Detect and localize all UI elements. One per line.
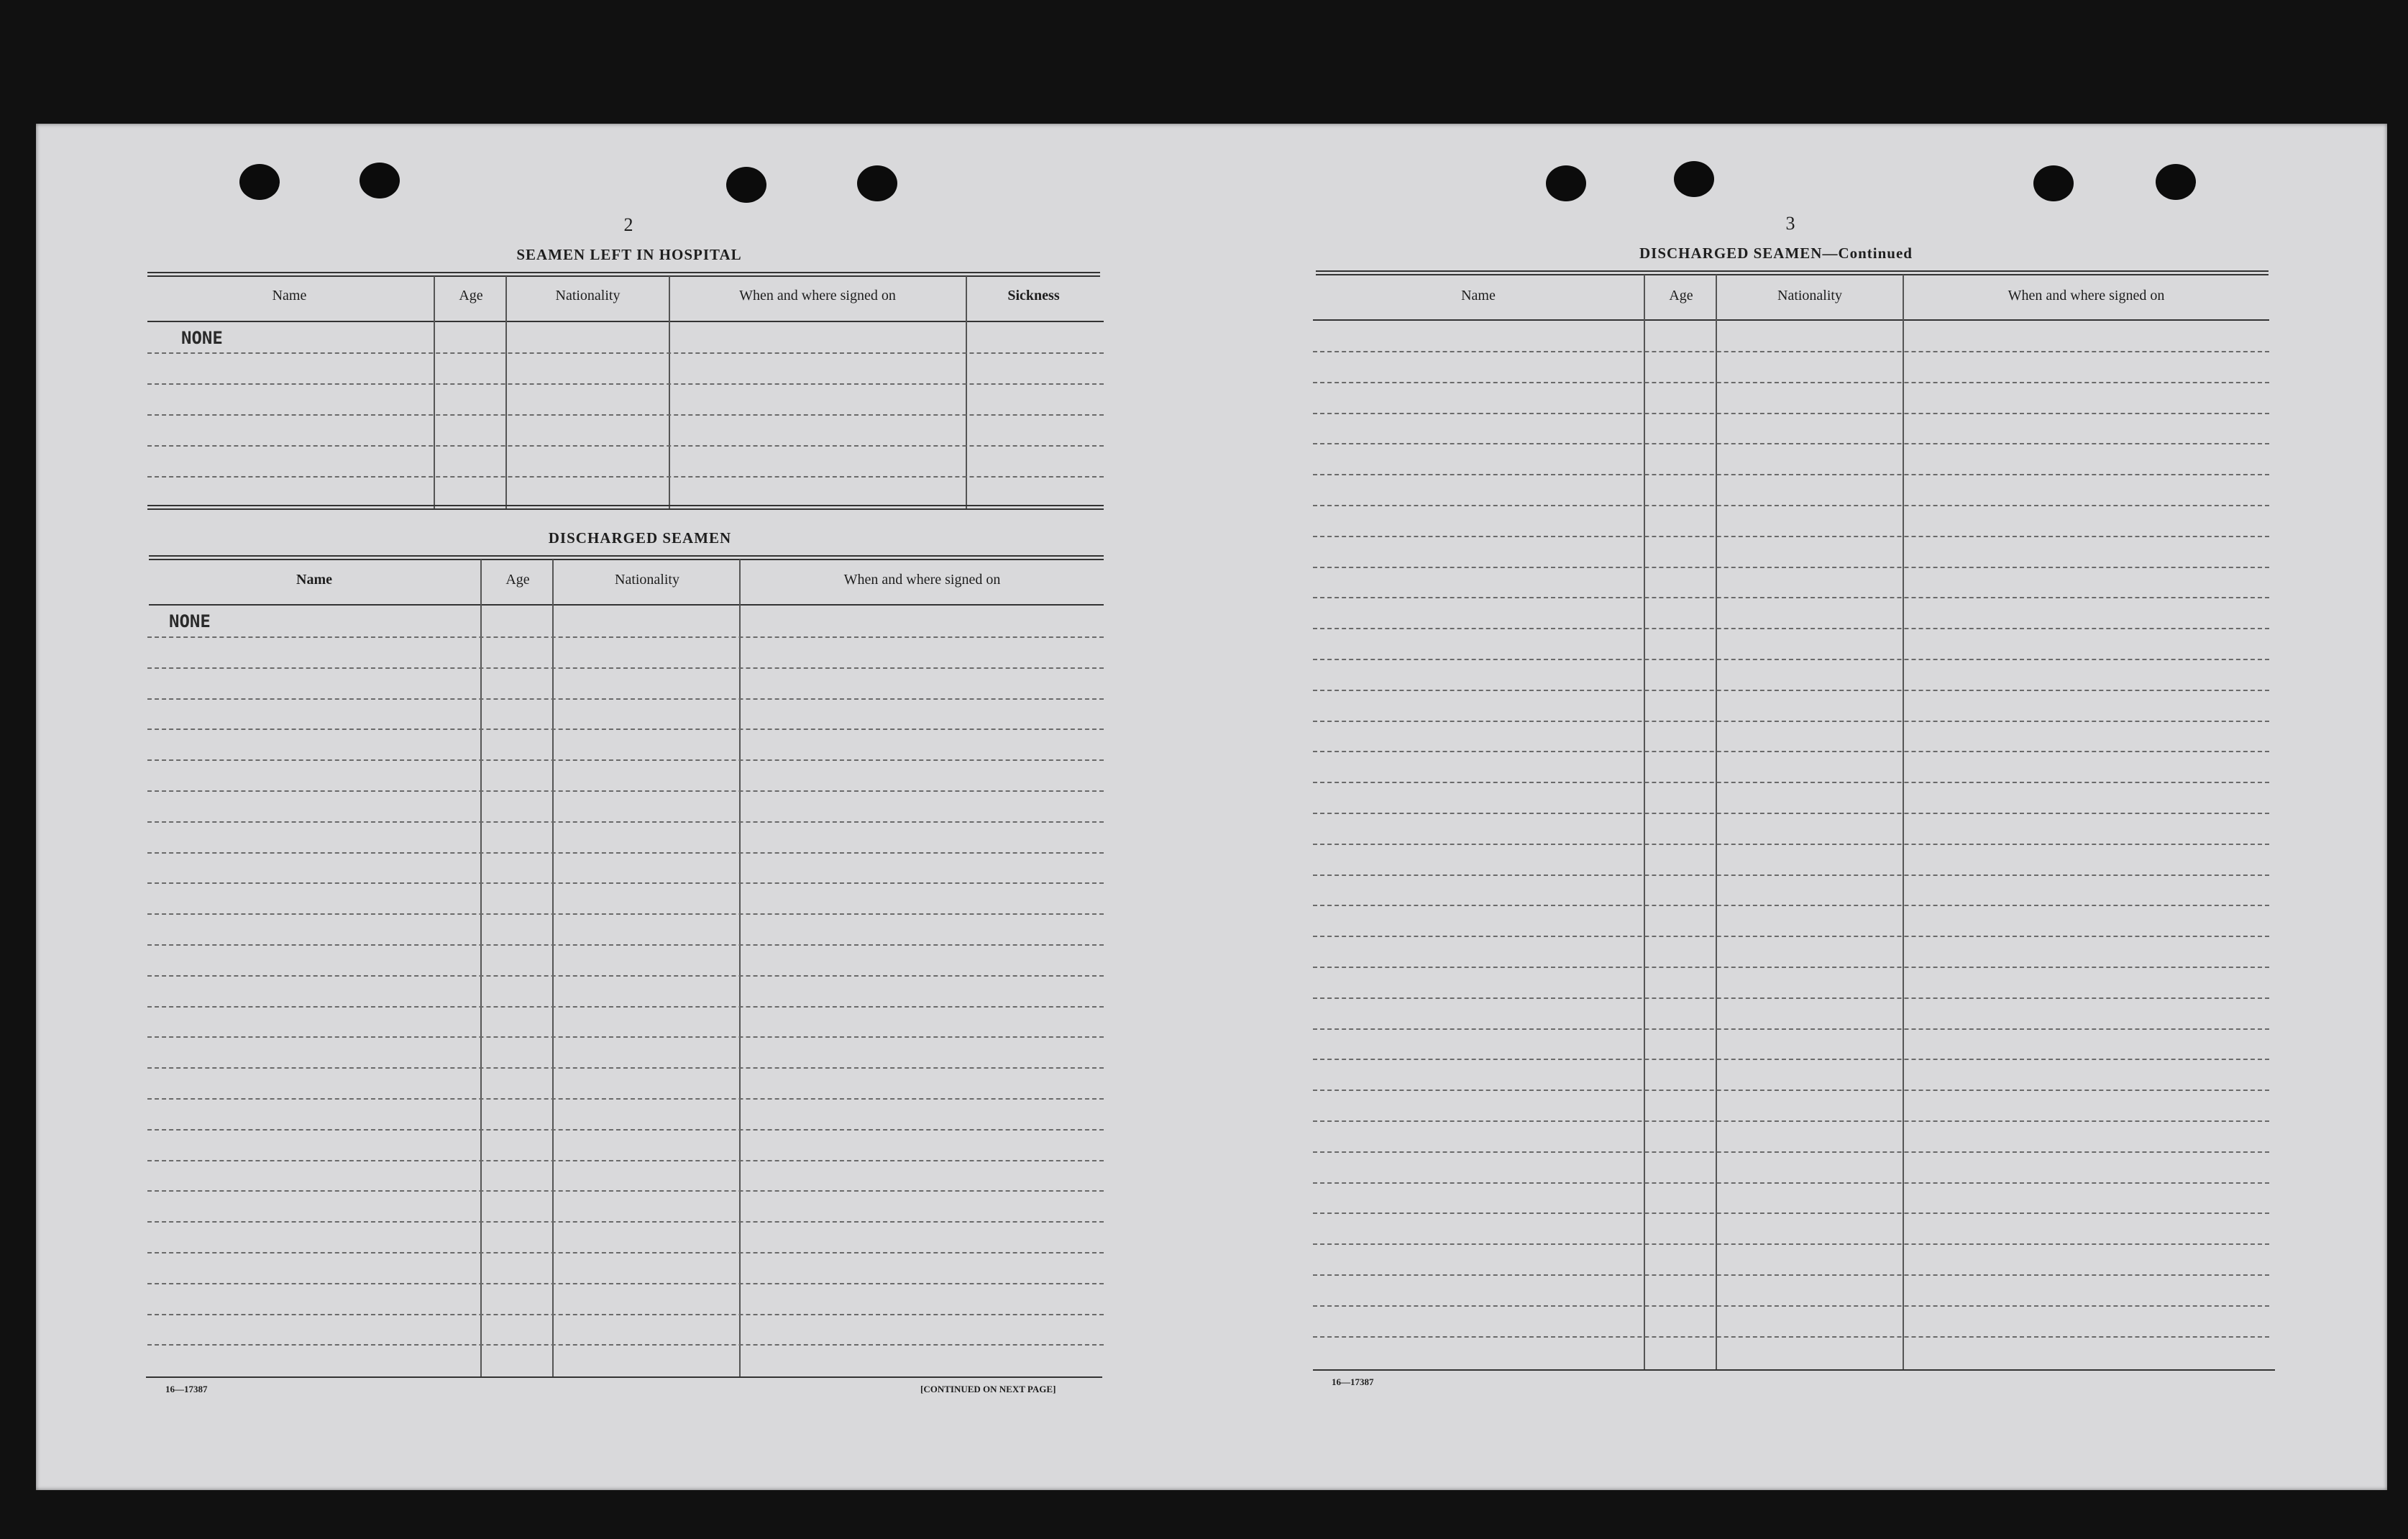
discharged-header-rule: [149, 604, 1104, 606]
discharged-row-line: [147, 1006, 1104, 1008]
right-row-line: [1313, 536, 2269, 537]
right-row-line: [1313, 382, 2269, 383]
discharged-row-line: [147, 852, 1104, 854]
discharged-row-line: [147, 913, 1104, 915]
discharged-row-line: [147, 1036, 1104, 1038]
right-row-line: [1313, 1274, 2269, 1276]
right-row-line: [1313, 844, 2269, 845]
right-col-nationality: Nationality: [1777, 288, 1842, 303]
discharged-col-name: Name: [296, 572, 332, 588]
right-top-rule: [1316, 270, 2269, 275]
hospital-col-divider: [966, 276, 967, 508]
right-col-name: Name: [1461, 288, 1496, 303]
discharged-row-line: [147, 1252, 1104, 1253]
discharged-entry-none: NONE: [169, 611, 211, 631]
discharged-row-line: [147, 1190, 1104, 1192]
punch-hole: [1674, 161, 1714, 197]
right-row-line: [1313, 1213, 2269, 1214]
discharged-row-line: [147, 975, 1104, 977]
right-row-line: [1313, 1151, 2269, 1153]
discharged-section-title: DISCHARGED SEAMEN: [548, 529, 732, 547]
discharged-row-line: [147, 1067, 1104, 1069]
discharged-row-line: [147, 944, 1104, 946]
right-row-line: [1313, 505, 2269, 506]
right-row-line: [1313, 351, 2269, 352]
right-row-line: [1313, 905, 2269, 906]
right-row-line: [1313, 1182, 2269, 1184]
discharged-continued-title: DISCHARGED SEAMEN—Continued: [1639, 245, 1913, 262]
right-row-line: [1313, 936, 2269, 937]
right-col-divider: [1644, 275, 1645, 1371]
right-row-line: [1313, 474, 2269, 475]
discharged-row-line: [147, 1129, 1104, 1131]
right-row-line: [1313, 1028, 2269, 1030]
right-row-line: [1313, 721, 2269, 722]
right-row-line: [1313, 1059, 2269, 1060]
discharged-top-rule: [149, 555, 1104, 560]
hospital-row-line: [147, 352, 1104, 354]
right-row-line: [1313, 597, 2269, 598]
discharged-bottom-rule: [146, 1376, 1102, 1378]
discharged-row-line: [147, 698, 1104, 700]
continued-note: [CONTINUED ON NEXT PAGE]: [920, 1384, 1056, 1394]
discharged-row-line: [147, 1098, 1104, 1100]
right-row-line: [1313, 443, 2269, 444]
right-bottom-rule: [1313, 1369, 2275, 1371]
right-row-line: [1313, 751, 2269, 752]
right-row-line: [1313, 628, 2269, 629]
right-col-age: Age: [1669, 288, 1693, 303]
right-row-line: [1313, 997, 2269, 999]
hospital-col-divider: [434, 276, 435, 508]
punch-hole: [239, 164, 280, 200]
right-row-line: [1313, 967, 2269, 968]
discharged-col-age: Age: [505, 572, 530, 588]
hospital-col-divider: [505, 276, 507, 508]
right-row-line: [1313, 1336, 2269, 1338]
punch-hole: [1546, 165, 1586, 201]
discharged-row-line: [147, 821, 1104, 823]
punch-hole: [2156, 164, 2196, 200]
right-row-line: [1313, 567, 2269, 568]
hospital-row-line: [147, 476, 1104, 478]
discharged-row-line: [147, 636, 1104, 638]
right-row-line: [1313, 1305, 2269, 1307]
hospital-row-line: [147, 383, 1104, 385]
hospital-col-name: Name: [272, 288, 307, 303]
hospital-header-rule: [147, 321, 1104, 322]
discharged-row-line: [147, 729, 1104, 730]
hospital-entry-none: NONE: [181, 328, 223, 348]
discharged-col-signed-on: When and where signed on: [843, 572, 1001, 588]
hospital-row-line: [147, 445, 1104, 447]
punch-hole: [726, 167, 766, 203]
hospital-col-age: Age: [459, 288, 483, 303]
right-page-number: 3: [1785, 213, 1795, 234]
discharged-col-nationality: Nationality: [615, 572, 679, 588]
hospital-section-title: SEAMEN LEFT IN HOSPITAL: [516, 246, 742, 263]
discharged-row-line: [147, 1221, 1104, 1223]
hospital-col-sickness: Sickness: [1007, 288, 1060, 303]
right-row-line: [1313, 1120, 2269, 1122]
discharged-row-line: [147, 1283, 1104, 1284]
hospital-col-divider: [669, 276, 670, 508]
right-row-line: [1313, 813, 2269, 814]
punch-hole: [2033, 165, 2074, 201]
discharged-row-line: [147, 667, 1104, 669]
discharged-col-divider: [739, 560, 741, 1376]
punch-hole: [857, 165, 897, 201]
left-page-number: 2: [623, 214, 633, 235]
right-row-line: [1313, 1090, 2269, 1091]
right-row-line: [1313, 690, 2269, 691]
hospital-col-nationality: Nationality: [555, 288, 621, 303]
discharged-row-line: [147, 1160, 1104, 1161]
discharged-col-divider: [552, 560, 554, 1376]
hospital-row-line: [147, 414, 1104, 416]
right-header-rule: [1313, 319, 2269, 321]
hospital-top-rule: [147, 272, 1100, 277]
discharged-row-line: [147, 1344, 1104, 1346]
right-col-signed-on: When and where signed on: [2008, 288, 2165, 303]
right-col-divider: [1716, 275, 1717, 1371]
left-form-code: 16—17387: [165, 1384, 208, 1394]
right-col-divider: [1903, 275, 1904, 1371]
discharged-row-line: [147, 790, 1104, 792]
right-form-code: 16—17387: [1332, 1376, 1374, 1387]
right-row-line: [1313, 659, 2269, 660]
discharged-row-line: [147, 882, 1104, 884]
discharged-col-divider: [480, 560, 482, 1376]
discharged-row-line: [147, 759, 1104, 761]
right-row-line: [1313, 874, 2269, 876]
right-row-line: [1313, 413, 2269, 414]
hospital-col-signed-on: When and where signed on: [739, 288, 896, 303]
punch-hole: [360, 163, 400, 198]
right-row-line: [1313, 782, 2269, 783]
ledger-sheet: [36, 124, 2387, 1490]
right-row-line: [1313, 1243, 2269, 1245]
discharged-row-line: [147, 1314, 1104, 1315]
hospital-bottom-rule: [147, 505, 1104, 510]
